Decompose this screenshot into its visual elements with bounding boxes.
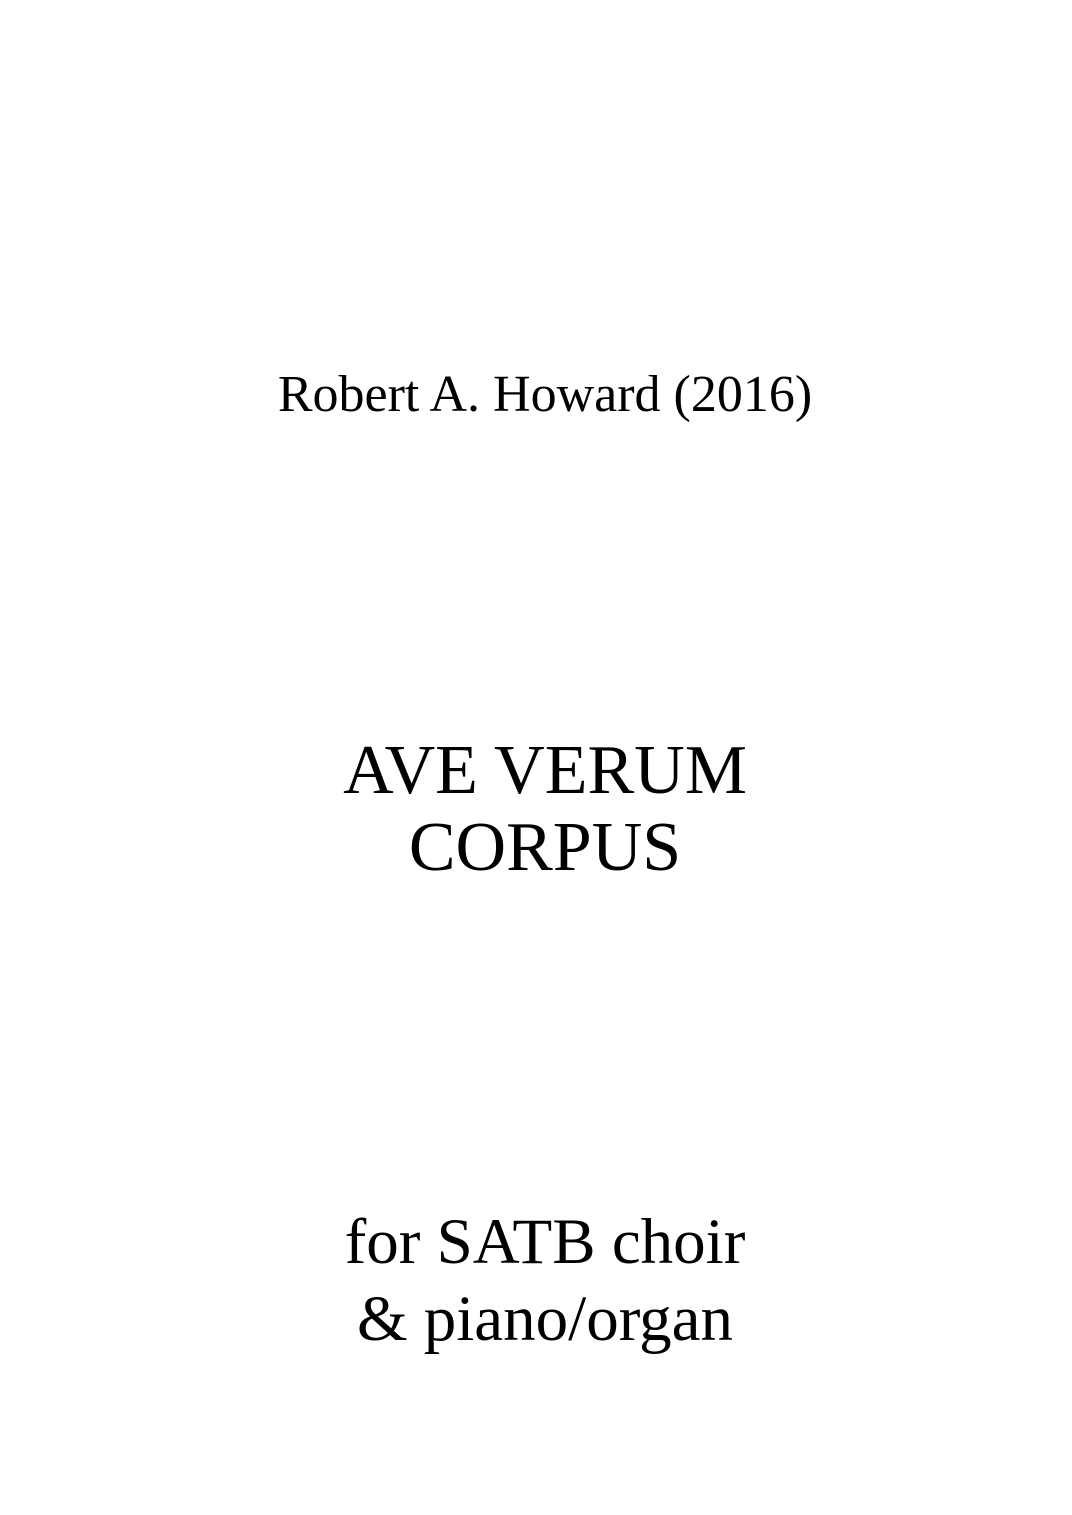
instrumentation-line-1: for SATB choir <box>344 1206 746 1278</box>
instrumentation-line-2: & piano/organ <box>356 1283 734 1355</box>
instrumentation <box>9 1204 1072 1358</box>
composer-credit: Robert A. Howard (2016) <box>277 366 813 423</box>
score-title <box>9 732 1072 886</box>
score-title-line-2: CORPUS <box>408 809 682 886</box>
score-title-line-1: AVE VERUM <box>343 732 747 809</box>
